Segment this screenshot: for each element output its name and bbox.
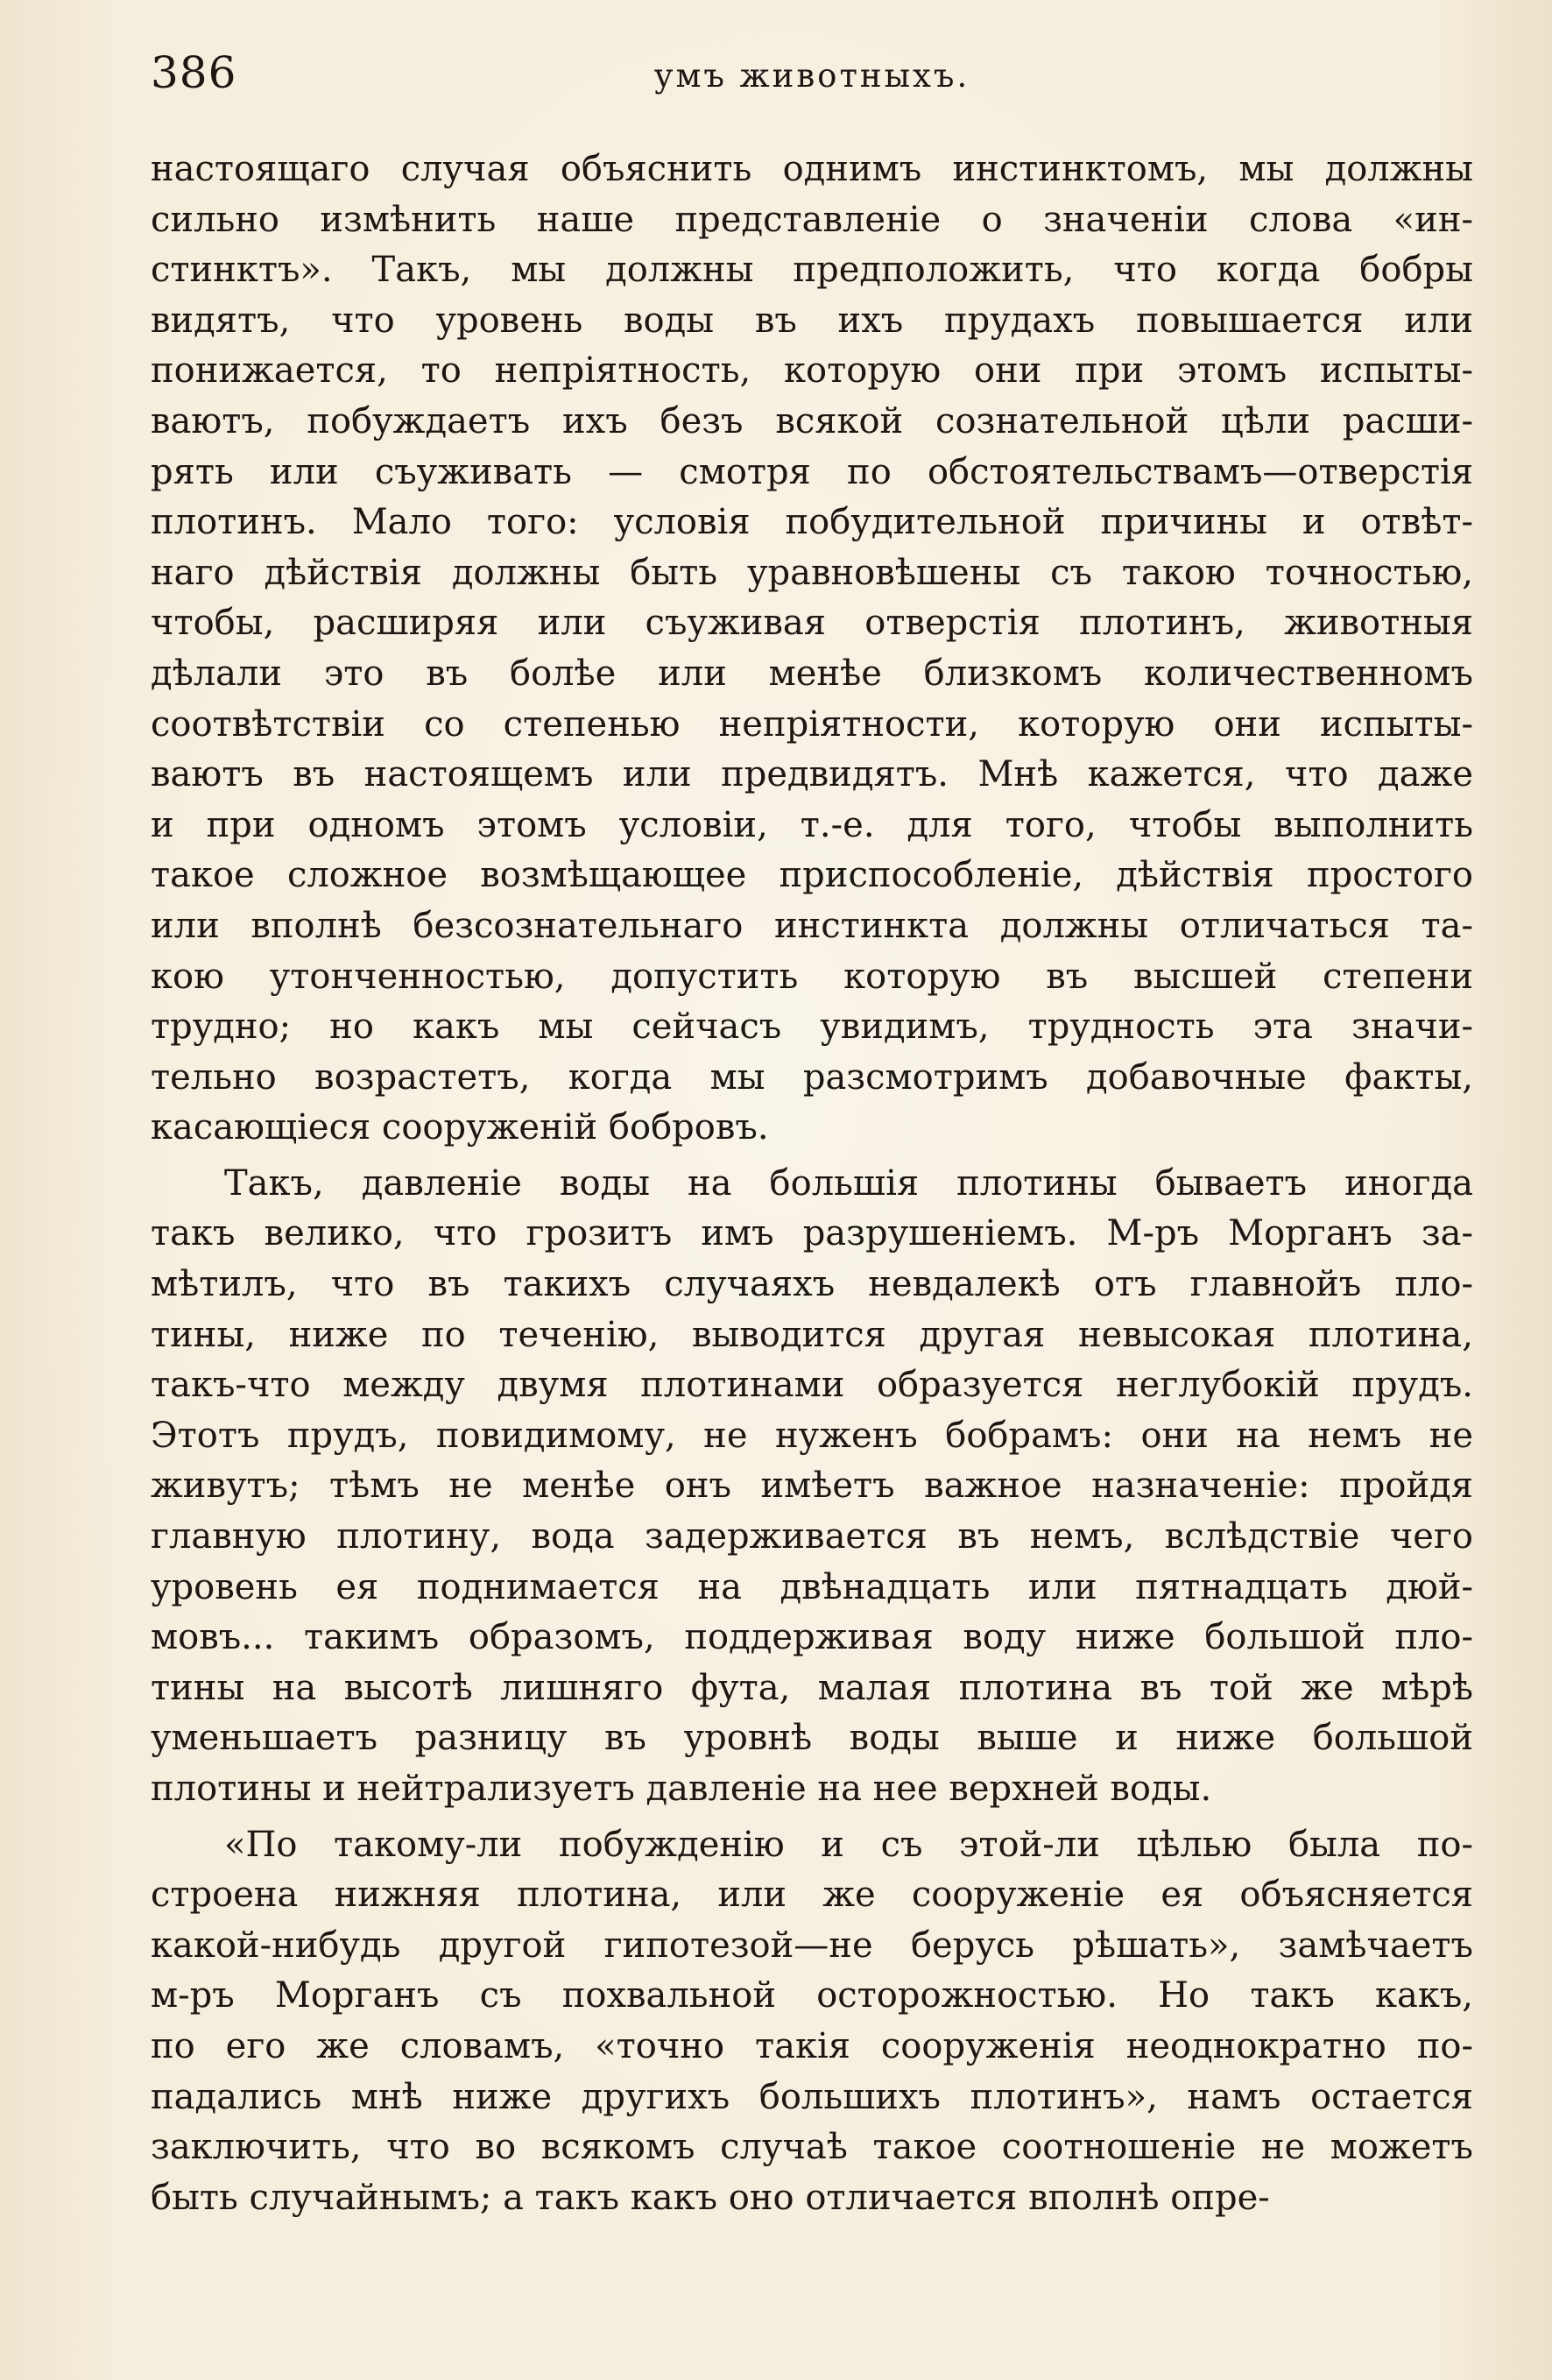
text-line: живутъ; тѣмъ не менѣе онъ имѣетъ важное назначеніе: пройдя bbox=[151, 1465, 1473, 1507]
text-line: наго дѣйствія должны быть уравновѣшены съ такою точностью, bbox=[151, 552, 1473, 593]
text-line: мѣтилъ, что въ такихъ случаяхъ невдалекѣ отъ главнойъ пло- bbox=[151, 1264, 1473, 1305]
text-line: дѣлали это въ болѣе или менѣе близкомъ количественномъ bbox=[151, 653, 1473, 694]
text-line: тины, ниже по теченію, выводится другая невысокая плотина, bbox=[151, 1314, 1473, 1355]
text-line: уменьшаетъ разницу въ уровнѣ воды выше и ниже большой bbox=[151, 1718, 1473, 1759]
text-line: какой-нибудь другой гипотезой—не берусь рѣшать», замѣчаетъ bbox=[151, 1924, 1473, 1966]
text-line: понижается, то непріятность, которую они при этомъ испыты- bbox=[151, 350, 1473, 392]
text-line: падались мнѣ ниже другихъ большихъ плотинъ», намъ остается bbox=[151, 2076, 1473, 2117]
text-line: и при одномъ этомъ условіи, т.-е. для того, чтобы выполнить bbox=[151, 804, 1473, 845]
text-line: уровень ея поднимается на двѣнадцать или пятнадцать дюй- bbox=[151, 1566, 1473, 1607]
text-line: тельно возрастетъ, когда мы разсмотримъ добавочные факты, bbox=[151, 1056, 1473, 1098]
text-line: рять или съуживать — смотря по обстоятельствамъ—отверстія bbox=[151, 451, 1473, 492]
page-number: 386 bbox=[151, 47, 237, 98]
text-line: такъ велико, что грозитъ имъ разрушеніемъ. М-ръ Морганъ за- bbox=[151, 1213, 1473, 1254]
text-line: главную плотину, вода задерживается въ немъ, вслѣдствіе чего bbox=[151, 1516, 1473, 1557]
text-line: Такъ, давленіе воды на большія плотины бываетъ иногда bbox=[224, 1162, 1473, 1204]
body-text bbox=[151, 145, 1473, 2223]
text-line: или вполнѣ безсознательнаго инстинкта должны отличаться та- bbox=[151, 905, 1473, 946]
page-header bbox=[151, 42, 1473, 103]
text-line: сильно измѣнить наше представленіе о значеніи слова «ин- bbox=[151, 199, 1473, 240]
text-line: плотины и нейтрализуетъ давленіе на нее верхней воды. bbox=[151, 1769, 1212, 1809]
text-line: м-ръ Морганъ съ похвальной осторожностью. Но такъ какъ, bbox=[151, 1975, 1473, 2016]
text-line: Этотъ прудъ, повидимому, не нуженъ бобрамъ: они на немъ не bbox=[151, 1415, 1473, 1456]
text-line: такъ-что между двумя плотинами образуется неглубокій прудъ. bbox=[151, 1365, 1473, 1406]
text-line: видятъ, что уровень воды въ ихъ прудахъ повышается или bbox=[151, 300, 1473, 341]
text-line: ваютъ, побуждаетъ ихъ безъ всякой сознательной цѣли расши- bbox=[151, 400, 1473, 441]
text-line: трудно; но какъ мы сейчасъ увидимъ, трудность эта значи- bbox=[151, 1006, 1473, 1048]
text-line: «По такому-ли побужденію и съ этой-ли цѣлью была по- bbox=[224, 1824, 1473, 1865]
text-line: по его же словамъ, «точно такія сооруженія неоднократно по- bbox=[151, 2025, 1473, 2066]
text-line: соотвѣтствіи со степенью непріятности, которую они испыты- bbox=[151, 703, 1473, 745]
running-title: умъ животныхъ. bbox=[653, 57, 970, 95]
paragraph bbox=[151, 145, 1473, 1154]
text-line: быть случайнымъ; а такъ какъ оно отличается вполнѣ опре- bbox=[151, 2177, 1270, 2218]
text-line: тины на высотѣ лишняго фута, малая плотина въ той же мѣрѣ bbox=[151, 1667, 1473, 1708]
text-line: касающіеся сооруженій бобровъ. bbox=[151, 1107, 769, 1148]
text-line: стинктъ». Такъ, мы должны предположить, что когда бобры bbox=[151, 250, 1473, 291]
text-line: такое сложное возмѣщающее приспособленіе, дѣйствія простого bbox=[151, 855, 1473, 896]
text-line: кою утонченностью, допустить которую въ высшей степени bbox=[151, 956, 1473, 997]
paragraph bbox=[151, 1820, 1473, 2224]
text-line: заключить, что во всякомъ случаѣ такое соотношеніе не можетъ bbox=[151, 2127, 1473, 2168]
text-line: мовъ... такимъ образомъ, поддерживая воду ниже большой пло- bbox=[151, 1617, 1473, 1658]
text-line: строена нижняя плотина, или же сооруженіе ея объясняется bbox=[151, 1875, 1473, 1916]
text-line: ваютъ въ настоящемъ или предвидятъ. Мнѣ кажется, что даже bbox=[151, 754, 1473, 795]
text-line: настоящаго случая объяснить однимъ инстинктомъ, мы должны bbox=[151, 149, 1473, 189]
text-line: чтобы, расширяя или съуживая отверстія плотинъ, животныя bbox=[151, 603, 1473, 644]
paragraph bbox=[151, 1159, 1473, 1815]
text-line: плотинъ. Мало того: условія побудительной причины и отвѣт- bbox=[151, 502, 1473, 543]
